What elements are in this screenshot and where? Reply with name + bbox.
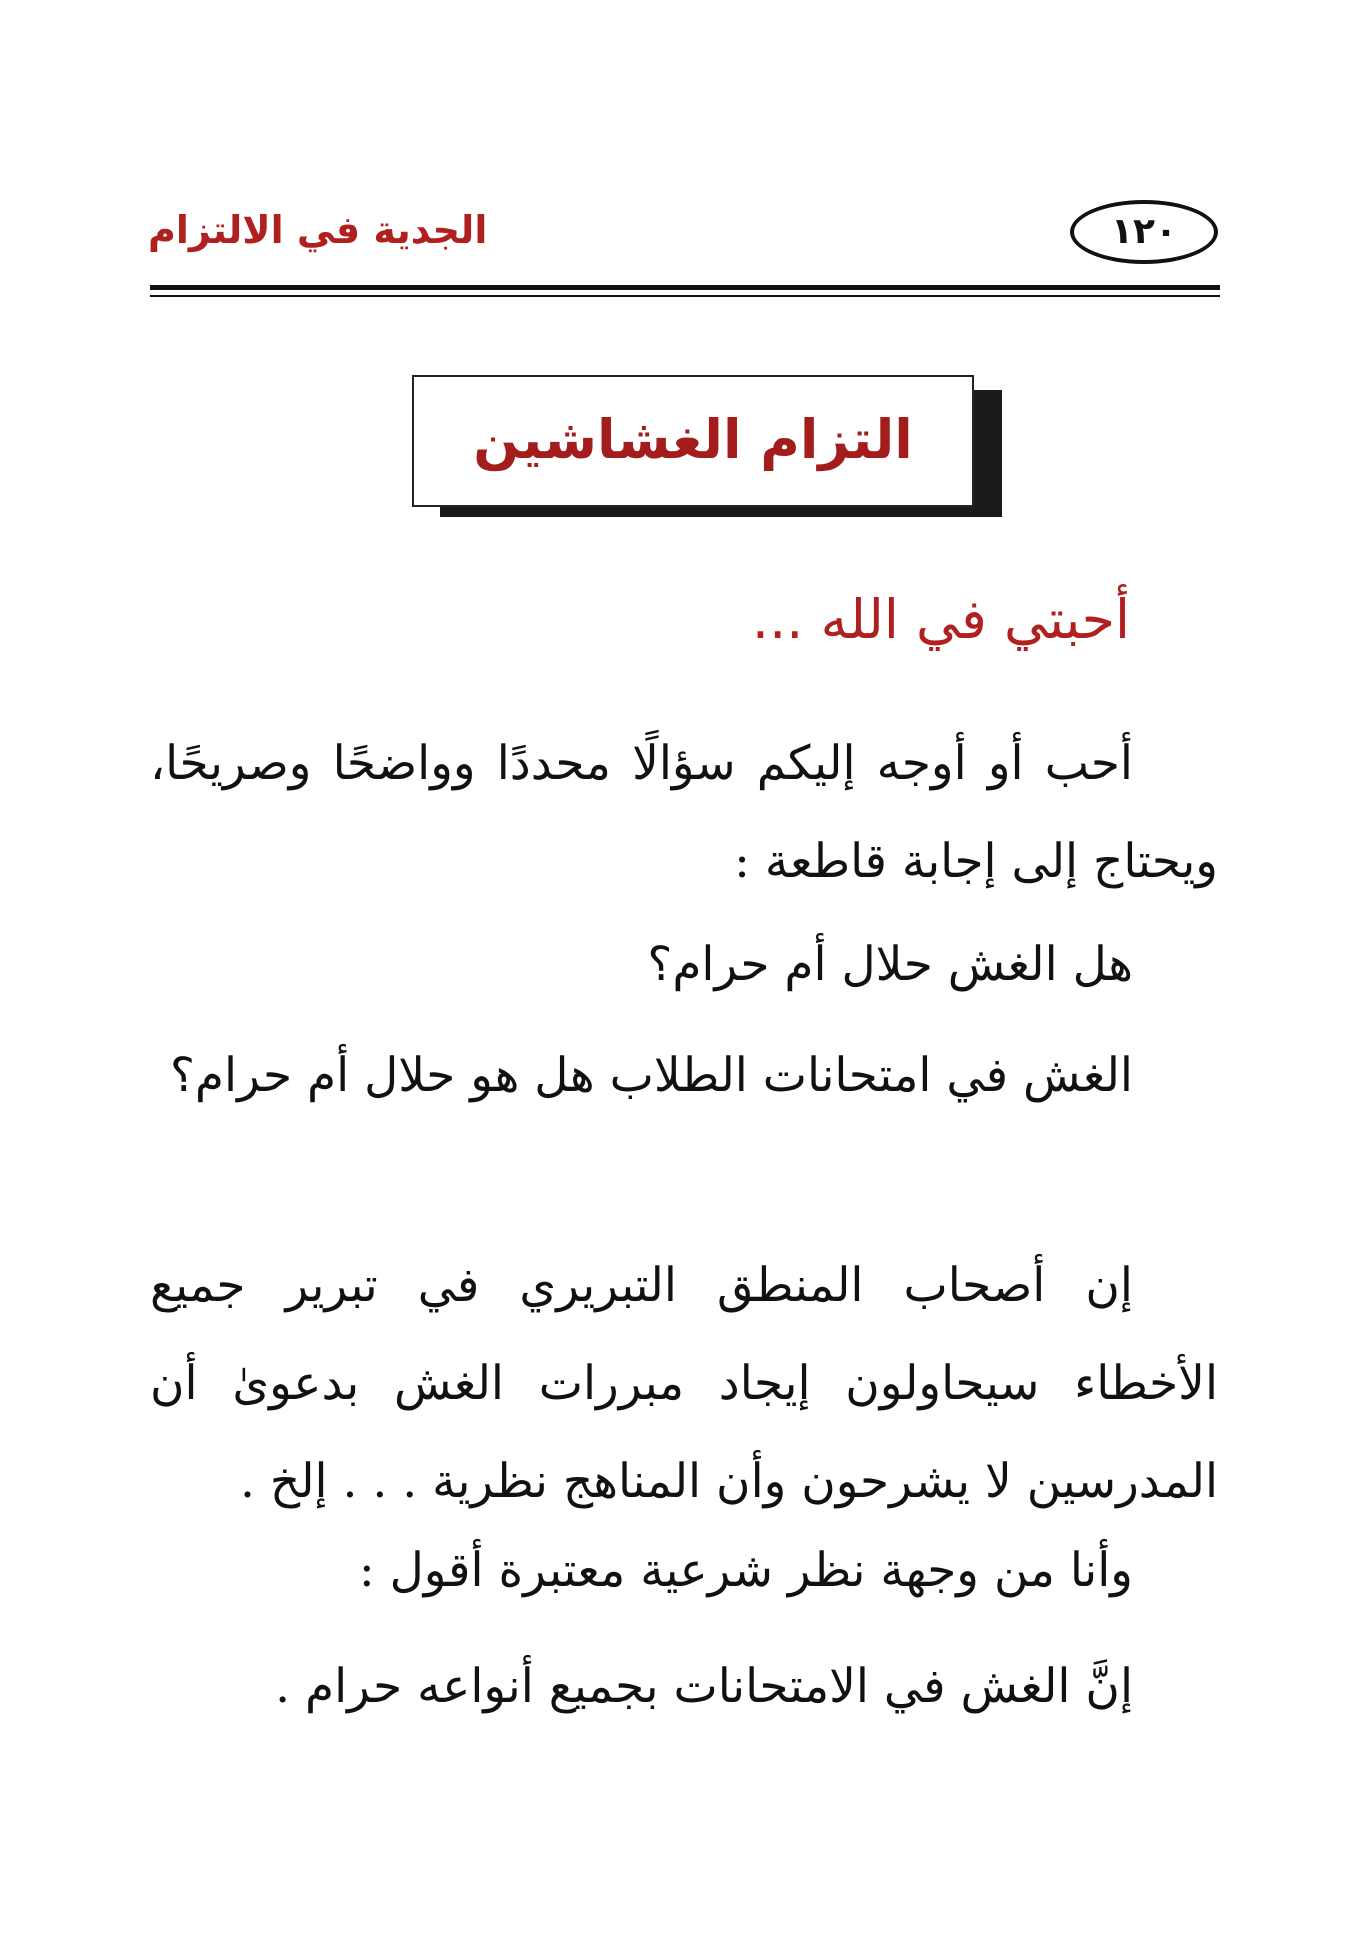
page-number: ١٢٠ (1070, 200, 1218, 264)
salutation: أحبتي في الله ... (751, 588, 1130, 651)
paragraph-1: أحب أو أوجه إليكم سؤالًا محددًا وواضحًا وصريحًا، ويحتاج إلى إجابة قاطعة : (150, 736, 1218, 889)
paragraph-2: هل الغش حلال أم حرام؟ (647, 937, 1133, 992)
paragraph-3: الغش في امتحانات الطلاب هل هو حلال أم حرام؟ (169, 1048, 1133, 1103)
paragraph-4: إن أصحاب المنطق التبريري في تبرير جميع الأخطاء سيحاولون إيجاد مبررات الغش بدعوىٰ أن المدرسين لا يشرحون وأن المناهج نظرية . . . إلخ . (150, 1258, 1218, 1509)
header-rule-thick (150, 285, 1220, 290)
paragraph-5: وأنا من وجهة نظر شرعية معتبرة أقول : (358, 1543, 1133, 1598)
chapter-title: التزام الغشاشين (412, 375, 974, 507)
paragraph-6: إنَّ الغش في الامتحانات بجميع أنواعه حرام . (275, 1659, 1133, 1714)
running-header-title: الجدية في الالتزام (148, 208, 488, 252)
header-rule-thin (150, 295, 1220, 297)
